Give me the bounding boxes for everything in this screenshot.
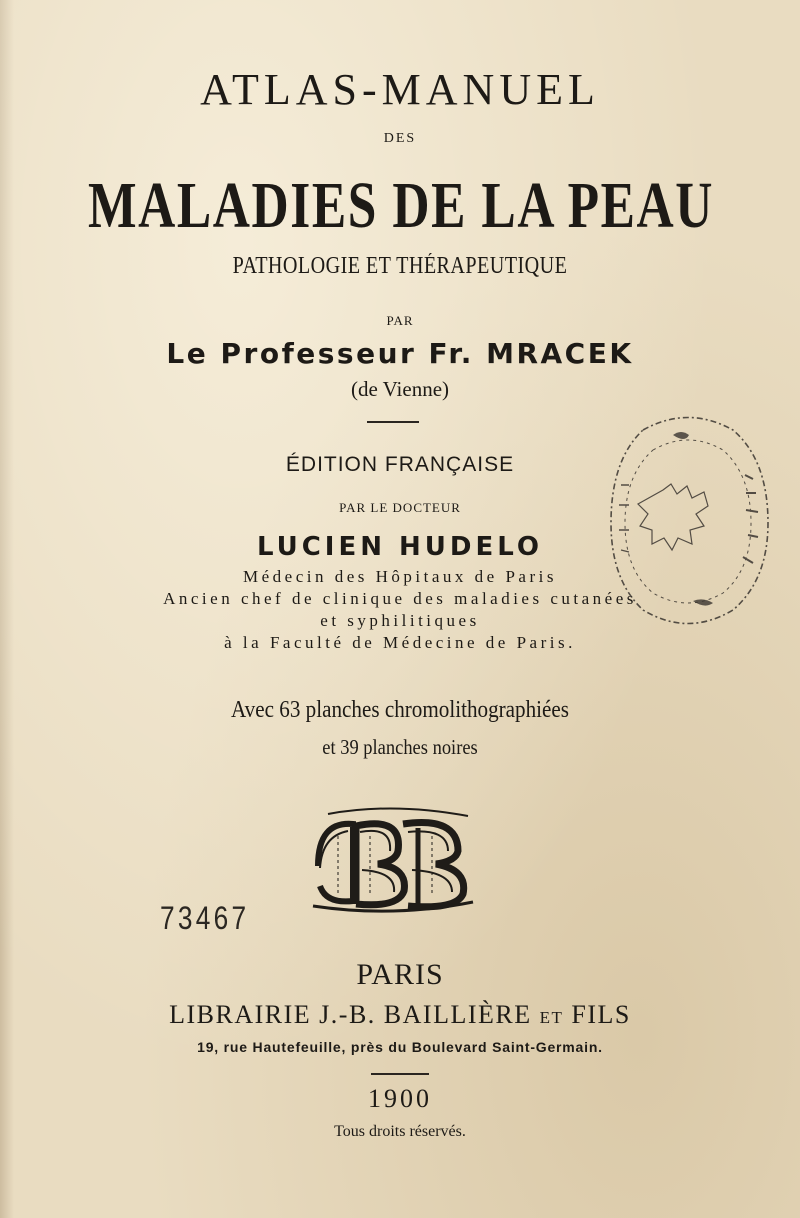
publisher-name-part: LIBRAIRIE J.-B. BAILLIÈRE — [169, 1000, 532, 1029]
rights-notice: Tous droits réservés. — [334, 1123, 466, 1140]
translator-title-line: Médecin des Hôpitaux de Paris — [243, 567, 557, 586]
translator-by-label: PAR LE DOCTEUR — [339, 500, 461, 515]
plates-note-continued: et 39 planches noires — [322, 735, 478, 759]
author-name: Le Professeur Fr. MRACEK — [166, 337, 634, 370]
title-connector: DES — [383, 131, 417, 146]
translator-name: LUCIEN HUDELO — [256, 532, 544, 562]
publisher-address: 19, rue Hautefeuille, près du Boulevard Saint-Germain. — [197, 1039, 603, 1055]
translator-title-line: Ancien chef de clinique des maladies cutanées — [163, 589, 637, 608]
divider-rule — [367, 421, 419, 423]
translator-title-line: et syphilitiques — [320, 611, 480, 630]
divider-rule — [371, 1073, 429, 1075]
plates-note: Avec 63 planches chromolithographiées — [230, 697, 570, 723]
call-number: 73467 — [160, 900, 250, 936]
publication-year: 1900 — [368, 1084, 432, 1113]
author-origin: (de Vienne) — [350, 377, 450, 401]
publisher-monogram-icon — [308, 806, 478, 916]
edition-label: ÉDITION FRANÇAISE — [285, 453, 515, 476]
library-stamp-icon — [603, 405, 773, 640]
by-label: PAR — [386, 313, 414, 328]
series-title: ATLAS-MANUEL — [200, 65, 600, 114]
book-title: MALADIES DE LA PEAU — [88, 169, 715, 242]
publisher-city: PARIS — [356, 958, 444, 991]
publisher-name-conjunction: ET — [539, 1008, 564, 1027]
publisher-name-part: FILS — [571, 1000, 631, 1029]
publisher-name — [0, 1000, 800, 1030]
book-subtitle: PATHOLOGIE ET THÉRAPEUTIQUE — [232, 253, 568, 279]
translator-title-line: à la Faculté de Médecine de Paris. — [224, 633, 576, 652]
